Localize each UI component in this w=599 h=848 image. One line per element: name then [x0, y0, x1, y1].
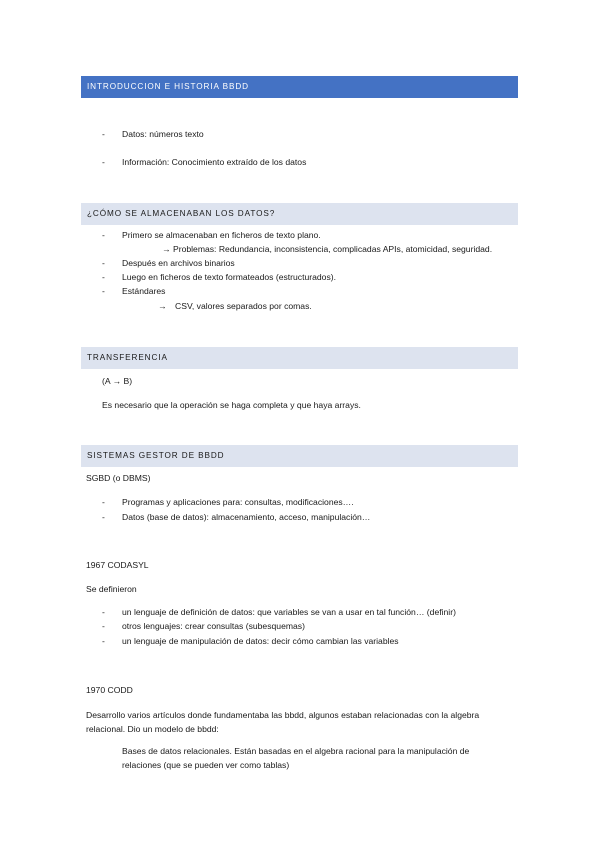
bullet-dash: - [102, 497, 105, 507]
intro-item-datos: Datos: números texto [122, 129, 204, 139]
bullet-dash: - [102, 621, 105, 631]
section-header-como: ¿CÓMO SE ALMACENABAN LOS DATOS? [81, 203, 518, 225]
como-item-estandares: Estándares [122, 286, 166, 296]
arrow-right-icon: → [158, 301, 167, 311]
codasyl-heading: 1967 CODASYL [86, 560, 149, 570]
lang-item-manipulacion: un lenguaje de manipulación de datos: decir cómo cambian las variables [122, 636, 399, 646]
codd-paragraph-line2: relacional. Dio un modelo de bbdd: [86, 724, 219, 734]
como-item-formateados: Luego en ficheros de texto formateados (estructurados). [122, 272, 337, 282]
bullet-dash: - [102, 258, 105, 268]
relational-line1: Bases de datos relacionales. Están basadas en el algebra racional para la manipulación de [122, 746, 470, 756]
section-header-transferencia: TRANSFERENCIA [81, 347, 518, 369]
bullet-dash: - [102, 272, 105, 282]
relational-line2: relaciones (que se pueden ver como tablas) [122, 760, 290, 770]
como-item-problemas: → Problemas: Redundancia, inconsistencia, complicadas APIs, atomicidad, seguridad. [162, 244, 493, 254]
lang-item-consultas: otros lenguajes: crear consultas (subesquemas) [122, 621, 305, 631]
codd-paragraph-line1: Desarrollo varios artículos donde fundamentaba las bbdd, algunos estaban relacionadas con la algebra [86, 710, 480, 720]
como-item-texto-plano: Primero se almacenaban en ficheros de texto plano. [122, 230, 321, 240]
bullet-dash: - [102, 129, 105, 139]
transferencia-formula: (A → B) [102, 376, 133, 386]
bullet-dash: - [102, 230, 105, 240]
se-definieron: Se definieron [86, 584, 137, 594]
intro-item-informacion: Información: Conocimiento extraído de los datos [122, 157, 307, 167]
bullet-dash: - [102, 512, 105, 522]
bullet-dash: - [102, 286, 105, 296]
codd-heading: 1970 CODD [86, 685, 133, 695]
como-item-csv: CSV, valores separados por comas. [175, 301, 312, 311]
lang-item-definicion: un lenguaje de definición de datos: que variables se van a usar en tal función… (definir) [122, 607, 456, 617]
bullet-dash: - [102, 607, 105, 617]
sgbd-item-datos: Datos (base de datos): almacenamiento, acceso, manipulación… [122, 512, 371, 522]
section-header-sgbd: SISTEMAS GESTOR DE BBDD [81, 445, 518, 467]
sgbd-acronym: SGBD (o DBMS) [86, 473, 151, 483]
como-item-binarios: Después en archivos binarios [122, 258, 235, 268]
transferencia-text: Es necesario que la operación se haga completa y que haya arrays. [102, 400, 361, 410]
sgbd-item-programas: Programas y aplicaciones para: consultas, modificaciones…. [122, 497, 354, 507]
bullet-dash: - [102, 636, 105, 646]
bullet-dash: - [102, 157, 105, 167]
section-header-intro: INTRODUCCION E HISTORIA BBDD [81, 76, 518, 98]
